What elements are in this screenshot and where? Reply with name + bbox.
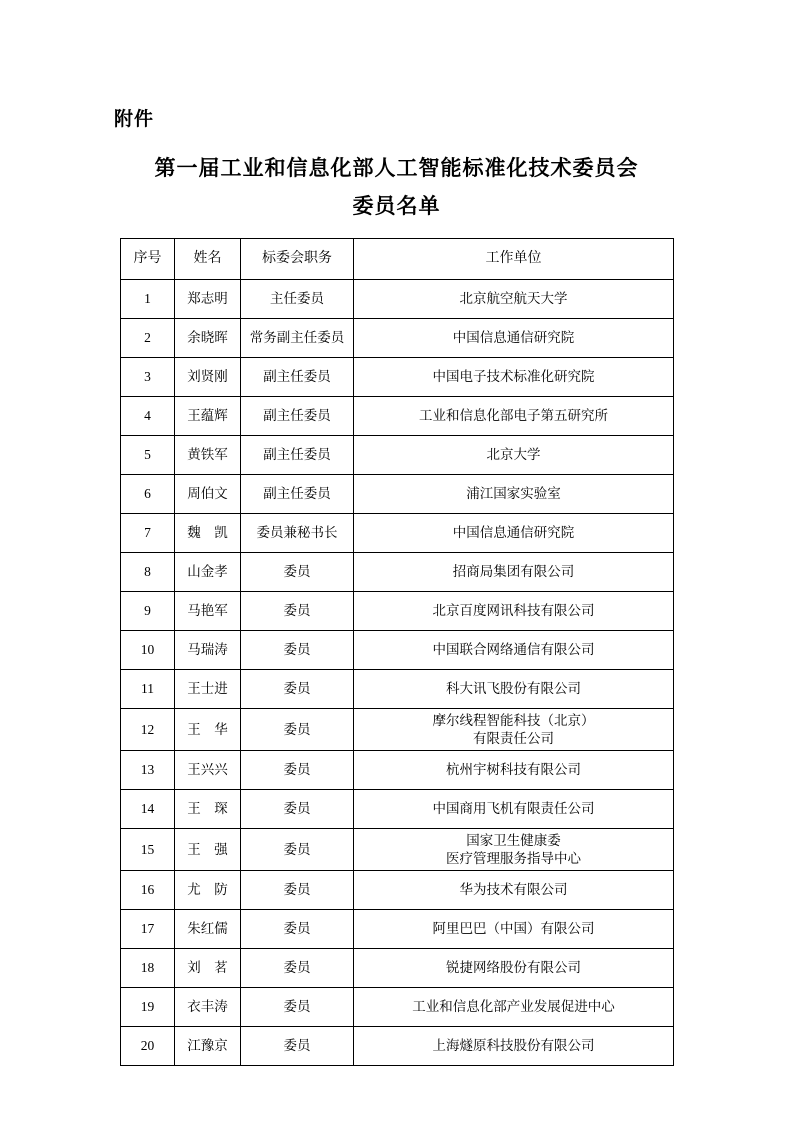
- cell-role: 副主任委员: [241, 475, 354, 514]
- cell-name: 王 华: [175, 709, 241, 751]
- table-row: [121, 871, 674, 910]
- table-row: [121, 790, 674, 829]
- table-header-row: [121, 239, 674, 280]
- cell-org: 北京百度网讯科技有限公司: [354, 592, 674, 631]
- cell-role: 委员: [241, 751, 354, 790]
- table-row: [121, 1027, 674, 1066]
- table-row: [121, 592, 674, 631]
- cell-index: 12: [121, 709, 175, 751]
- cell-org: 中国商用飞机有限责任公司: [354, 790, 674, 829]
- column-header-org: 工作单位: [354, 239, 674, 280]
- cell-name: 魏 凯: [175, 514, 241, 553]
- cell-role: 委员: [241, 790, 354, 829]
- cell-index: 10: [121, 631, 175, 670]
- cell-index: 8: [121, 553, 175, 592]
- cell-org: 中国信息通信研究院: [354, 514, 674, 553]
- table-row: [121, 709, 674, 751]
- cell-org: 中国电子技术标准化研究院: [354, 358, 674, 397]
- cell-org: 华为技术有限公司: [354, 871, 674, 910]
- cell-name: 郑志明: [175, 280, 241, 319]
- cell-index: 2: [121, 319, 175, 358]
- cell-index: 13: [121, 751, 175, 790]
- page-title-line1: 第一届工业和信息化部人工智能标准化技术委员会: [154, 157, 639, 180]
- cell-org: 中国信息通信研究院: [354, 319, 674, 358]
- cell-role: 委员: [241, 592, 354, 631]
- page-title: [0, 150, 793, 226]
- cell-org: 工业和信息化部电子第五研究所: [354, 397, 674, 436]
- cell-name: 马瑞涛: [175, 631, 241, 670]
- cell-index: 19: [121, 988, 175, 1027]
- cell-name: 山金孝: [175, 553, 241, 592]
- cell-role: 常务副主任委员: [241, 319, 354, 358]
- cell-name: 王兴兴: [175, 751, 241, 790]
- cell-org: 阿里巴巴（中国）有限公司: [354, 910, 674, 949]
- cell-index: 11: [121, 670, 175, 709]
- cell-role: 委员: [241, 553, 354, 592]
- cell-role: 主任委员: [241, 280, 354, 319]
- table-row: [121, 397, 674, 436]
- cell-name: 黄铁军: [175, 436, 241, 475]
- table-body: [121, 280, 674, 1066]
- table-row: [121, 436, 674, 475]
- cell-name: 余晓晖: [175, 319, 241, 358]
- cell-org: 工业和信息化部产业发展促进中心: [354, 988, 674, 1027]
- cell-name: 江豫京: [175, 1027, 241, 1066]
- cell-org: 摩尔线程智能科技（北京） 有限责任公司: [354, 709, 674, 751]
- cell-index: 3: [121, 358, 175, 397]
- cell-org: 北京大学: [354, 436, 674, 475]
- cell-org: 上海燧原科技股份有限公司: [354, 1027, 674, 1066]
- cell-role: 副主任委员: [241, 397, 354, 436]
- cell-name: 尤 防: [175, 871, 241, 910]
- cell-role: 委员: [241, 910, 354, 949]
- cell-role: 委员: [241, 1027, 354, 1066]
- cell-role: 副主任委员: [241, 358, 354, 397]
- cell-name: 衣丰涛: [175, 988, 241, 1027]
- cell-name: 朱红儒: [175, 910, 241, 949]
- cell-index: 14: [121, 790, 175, 829]
- cell-index: 5: [121, 436, 175, 475]
- table-row: [121, 319, 674, 358]
- table-row: [121, 280, 674, 319]
- cell-role: 委员: [241, 988, 354, 1027]
- table-row: [121, 949, 674, 988]
- table-row: [121, 751, 674, 790]
- cell-name: 王蕴辉: [175, 397, 241, 436]
- cell-role: 委员: [241, 949, 354, 988]
- cell-index: 9: [121, 592, 175, 631]
- cell-org: 杭州宇树科技有限公司: [354, 751, 674, 790]
- cell-role: 委员: [241, 670, 354, 709]
- cell-index: 15: [121, 829, 175, 871]
- cell-name: 马艳军: [175, 592, 241, 631]
- cell-org: 浦江国家实验室: [354, 475, 674, 514]
- table-row: [121, 475, 674, 514]
- page-title-line2: 委员名单: [352, 195, 441, 218]
- cell-index: 4: [121, 397, 175, 436]
- table-row: [121, 988, 674, 1027]
- table-row: [121, 910, 674, 949]
- cell-name: 刘 茗: [175, 949, 241, 988]
- cell-org: 北京航空航天大学: [354, 280, 674, 319]
- cell-org: 中国联合网络通信有限公司: [354, 631, 674, 670]
- table-row: [121, 514, 674, 553]
- column-header-name: 姓名: [175, 239, 241, 280]
- cell-org: 招商局集团有限公司: [354, 553, 674, 592]
- table-header: [121, 239, 674, 280]
- cell-index: 17: [121, 910, 175, 949]
- cell-index: 18: [121, 949, 175, 988]
- cell-name: 王 强: [175, 829, 241, 871]
- cell-name: 刘贤刚: [175, 358, 241, 397]
- table-row: [121, 670, 674, 709]
- committee-member-table: [120, 238, 674, 1066]
- cell-name: 周伯文: [175, 475, 241, 514]
- table-row: [121, 829, 674, 871]
- cell-org: 科大讯飞股份有限公司: [354, 670, 674, 709]
- column-header-role: 标委会职务: [241, 239, 354, 280]
- attachment-label: 附件: [114, 109, 155, 130]
- cell-index: 6: [121, 475, 175, 514]
- cell-index: 1: [121, 280, 175, 319]
- cell-role: 副主任委员: [241, 436, 354, 475]
- cell-name: 王士进: [175, 670, 241, 709]
- cell-index: 20: [121, 1027, 175, 1066]
- cell-org: 锐捷网络股份有限公司: [354, 949, 674, 988]
- cell-role: 委员: [241, 709, 354, 751]
- table-row: [121, 358, 674, 397]
- table-row: [121, 631, 674, 670]
- table-row: [121, 553, 674, 592]
- cell-name: 王 琛: [175, 790, 241, 829]
- cell-index: 7: [121, 514, 175, 553]
- cell-role: 委员: [241, 829, 354, 871]
- cell-role: 委员: [241, 631, 354, 670]
- cell-org: 国家卫生健康委 医疗管理服务指导中心: [354, 829, 674, 871]
- cell-role: 委员: [241, 871, 354, 910]
- cell-index: 16: [121, 871, 175, 910]
- column-header-index: 序号: [121, 239, 175, 280]
- cell-role: 委员兼秘书长: [241, 514, 354, 553]
